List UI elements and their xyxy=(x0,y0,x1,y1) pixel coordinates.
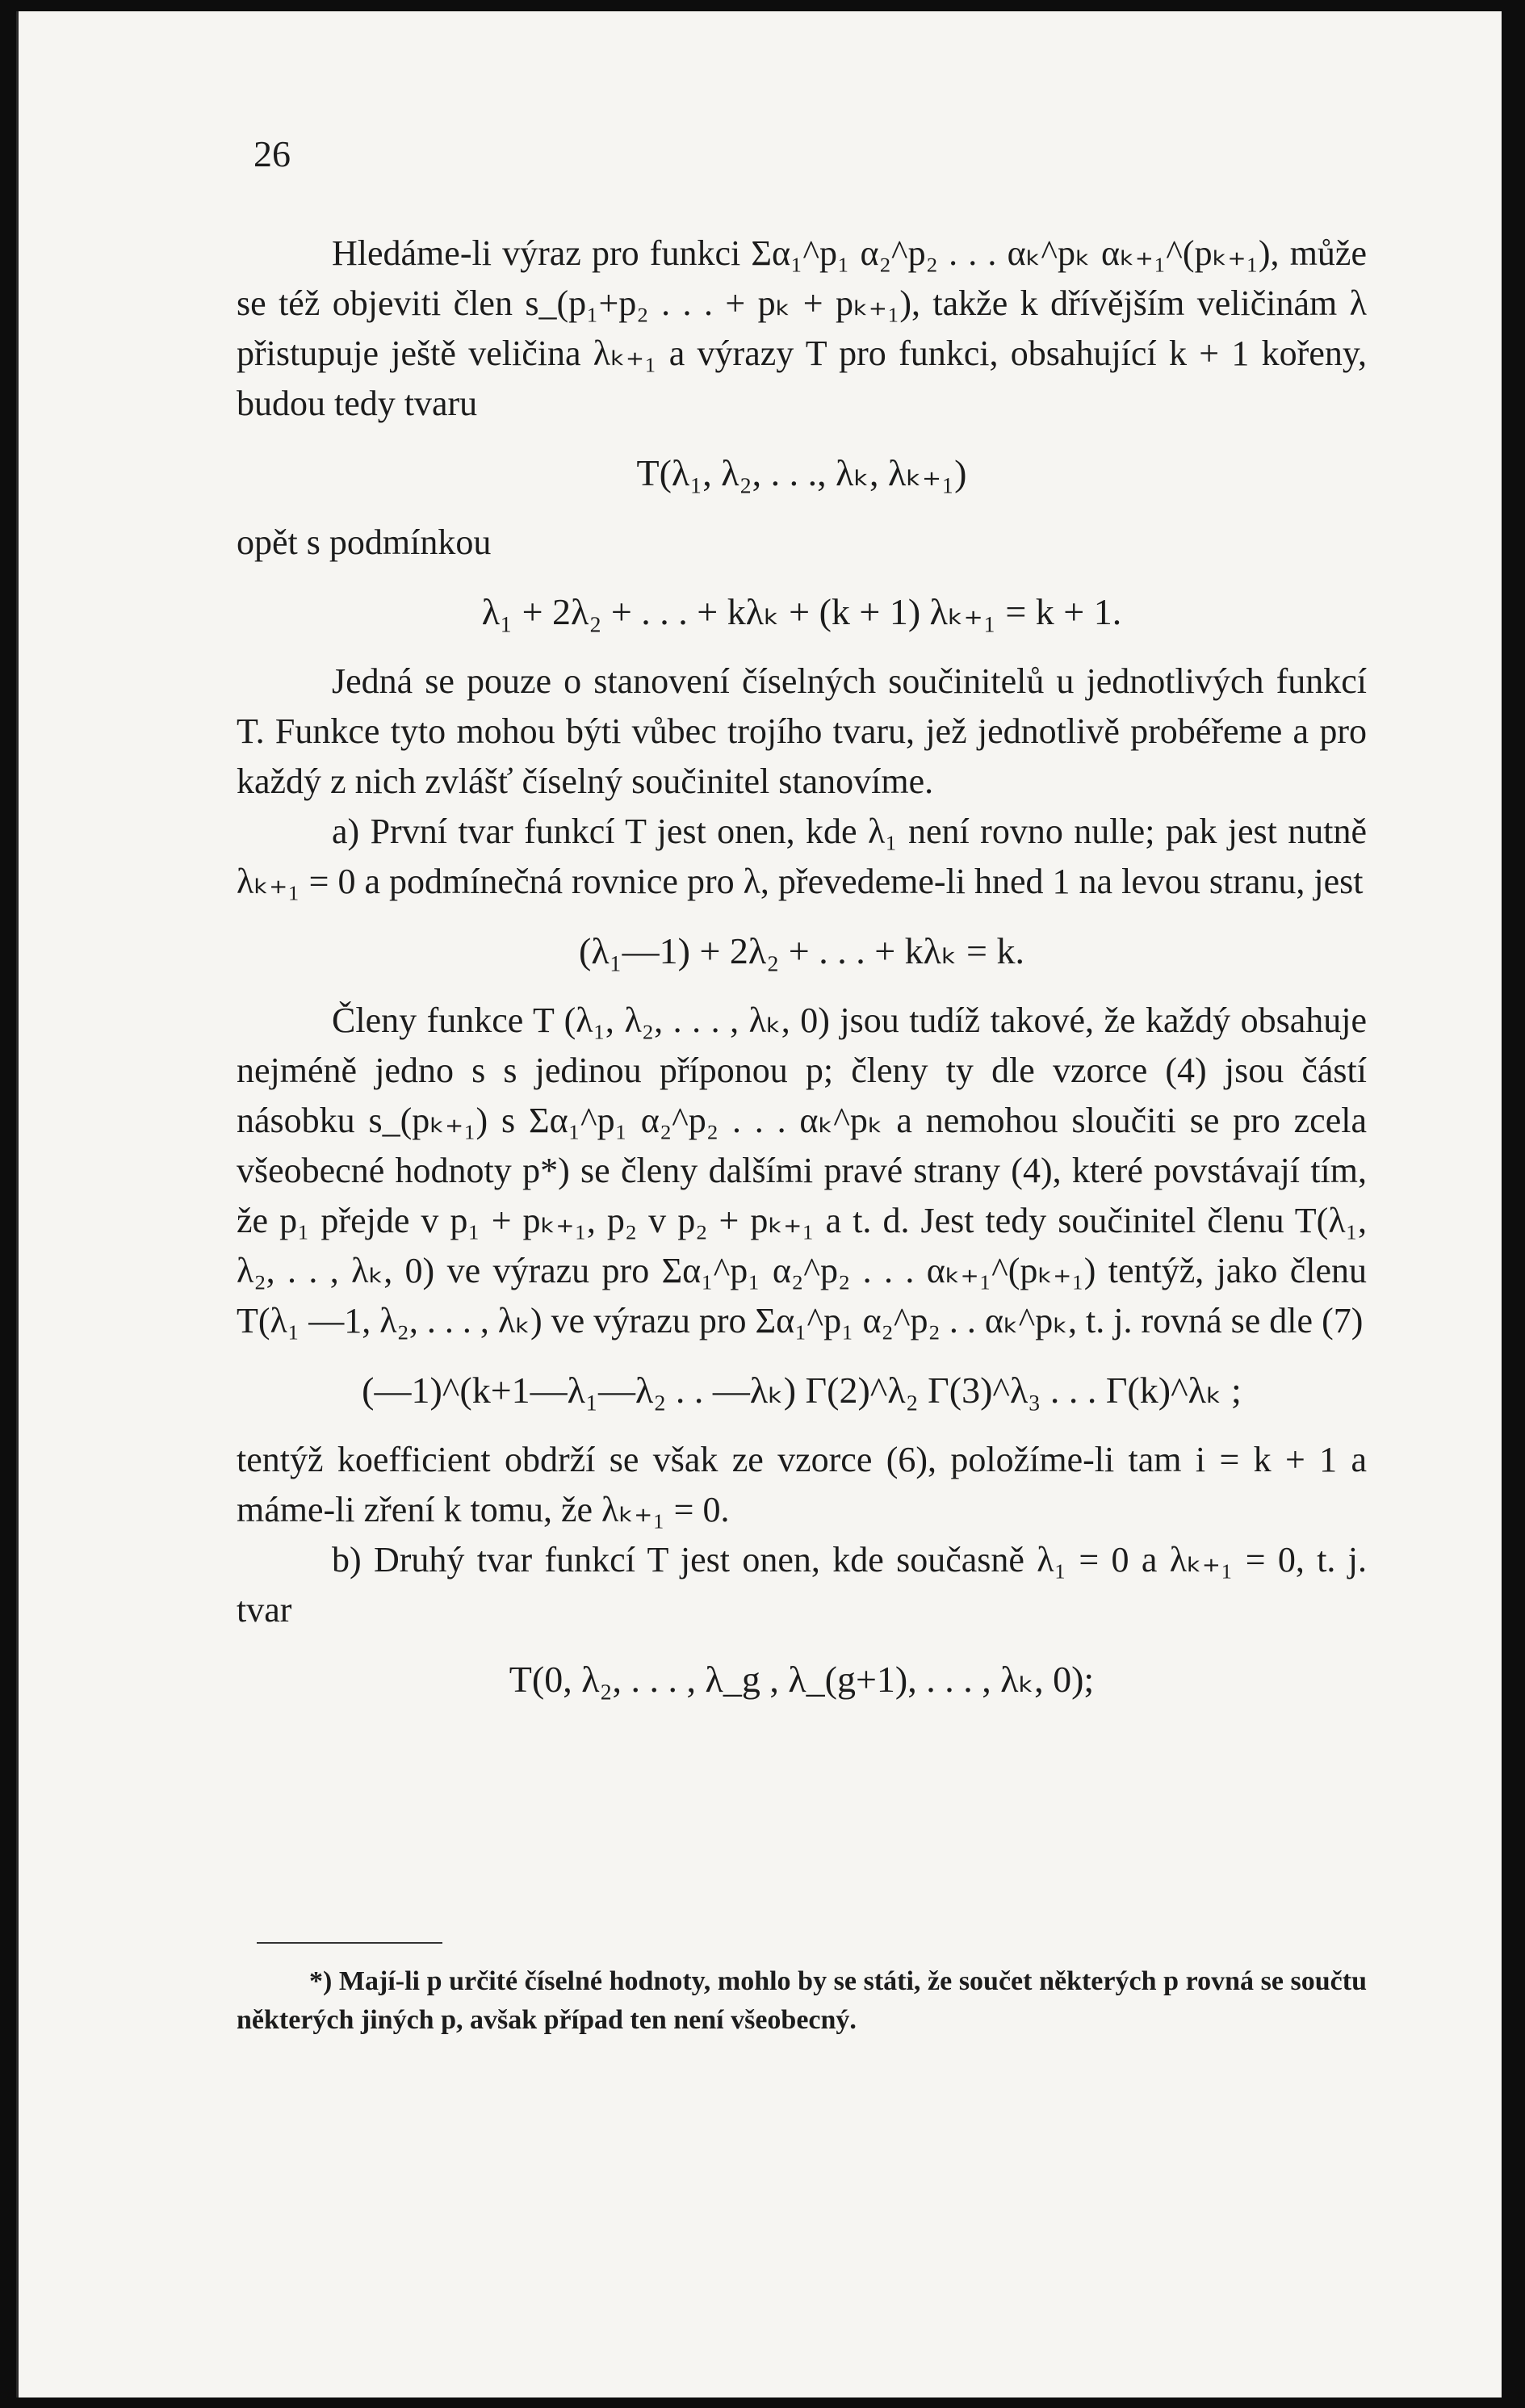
paragraph-coefficient-same: tentýž koefficient obdrží se však ze vzorce (6), položíme-li tam i = k + 1 a máme-li zření k tomu, že λₖ₊₁ = 0. xyxy=(237,1440,1367,1529)
paragraph-intro: Hledáme-li výraz pro funkci Σα₁^p₁ α₂^p₂ . . . αₖ^pₖ αₖ₊₁^(pₖ₊₁), může se též objeviti člen s_(p₁+p₂ . . . + pₖ + pₖ₊₁), takže k dřívějším veličinám λ přistupuje ještě veličina λₖ₊₁ a výrazy T pro funkci, obsahující k + 1 kořeny, budou tedy tvaru xyxy=(237,233,1367,423)
paragraph-coefficients: Jedná se pouze o stanovení číselných součinitelů u jednotlivých funkcí T. Funkce tyto mohou býti vůbec trojího tvaru, jež jednotlivě probéřeme a pro každý z nich zvlášť číselný součinitel stanovíme. xyxy=(237,661,1367,801)
footnote-rule xyxy=(257,1942,442,1944)
equation-T-form: T(λ₁, λ₂, . . ., λₖ, λₖ₊₁) xyxy=(636,452,967,493)
paragraph-condition-lead: opět s podmínkou xyxy=(237,522,492,562)
paragraph-case-b: b) Druhý tvar funkcí T jest onen, kde současně λ₁ = 0 a λₖ₊₁ = 0, t. j. tvar xyxy=(237,1540,1367,1630)
equation-condition: λ₁ + 2λ₂ + . . . + kλₖ + (k + 1) λₖ₊₁ = k + 1. xyxy=(481,591,1122,632)
footnote-text: *) Mají-li p určité číselné hodnoty, mohlo by se státi, že součet některých p rovná se součtu některých jiných p, avšak případ ten není všeobecný. xyxy=(237,1966,1367,2035)
page-number: 26 xyxy=(253,133,291,174)
equation-case-b: T(0, λ₂, . . . , λ_g , λ_(g+1), . . . , λₖ, 0); xyxy=(509,1659,1095,1700)
paragraph-members: Členy funkce T (λ₁, λ₂, . . . , λₖ, 0) jsou tudíž takové, že každý obsahuje nejméně jedno s s jedinou příponou p; členy ty dle vzorce (4) jsou částí násobku s_(pₖ₊₁) s Σα₁^p₁ α₂^p₂ . . . αₖ^pₖ a nemohou sloučiti se pro zcela všeobecné hodnoty p*) se členy dalšími pravé strany (4), které povstávají tím, že p₁ přejde v p₁ + pₖ₊₁, p₂ v p₂ + pₖ₊₁ a t. d. Jest tedy součinitel členu T(λ₁, λ₂, . . , λₖ, 0) ve výrazu pro Σα₁^p₁ α₂^p₂ . . . αₖ₊₁^(pₖ₊₁) tentýž, jako členu T(λ₁ —1, λ₂, . . . , λₖ) ve výrazu pro Σα₁^p₁ α₂^p₂ . . αₖ^pₖ, t. j. rovná se dle (7) xyxy=(237,1001,1367,1340)
main-text xyxy=(237,229,1367,1724)
paragraph-case-a: a) První tvar funkcí T jest onen, kde λ₁ není rovno nulle; pak jest nutně λₖ₊₁ = 0 a podmínečná rovnice pro λ, převedeme-li hned 1 na levou stranu, jest xyxy=(237,812,1367,901)
equation-case-a: (λ₁—1) + 2λ₂ + . . . + kλₖ = k. xyxy=(579,930,1024,971)
footnote xyxy=(237,1962,1367,2040)
equation-gamma: (—1)^(k+1—λ₁—λ₂ . . —λₖ) Γ(2)^λ₂ Γ(3)^λ₃ . . . Γ(k)^λₖ ; xyxy=(362,1370,1242,1411)
